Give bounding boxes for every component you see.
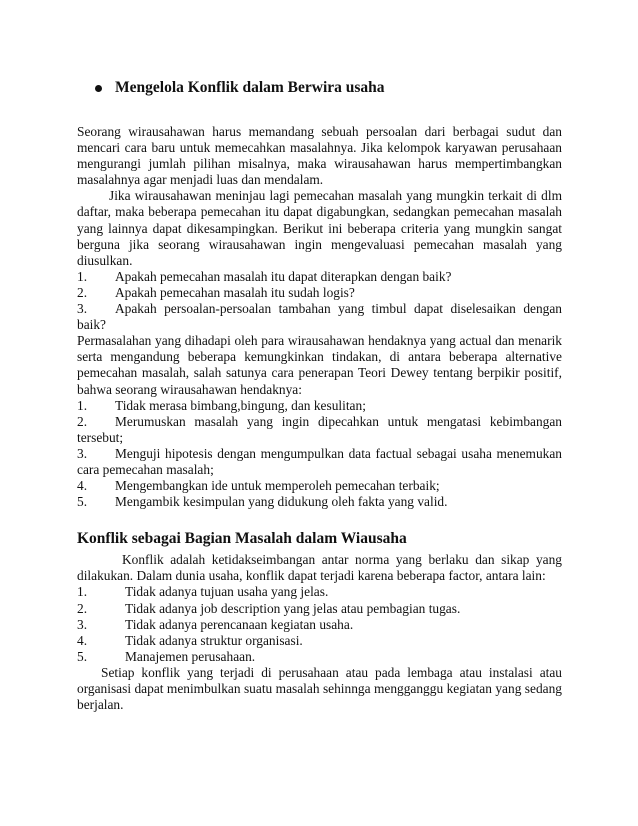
list3-number: 5. [77,648,88,664]
list2-item [77,398,562,414]
list3-item [77,601,562,617]
section1-paragraph-2: Jika wirausahawan meninjau lagi pemecahan masalah yang mungkin terkait di dlm daftar, maka beberapa pemecahan itu dapat digabungkan, sedangkan pemecahan masalah yang lainnya dapat dikesampingkan. Berikut ini beberapa criteria yang mungkin sangat berguna jika seorang wirausahawan ingin mengevaluasi pemecahan masalah yang diusulkan. [77,188,562,268]
list2-item [77,494,562,510]
section2-heading: Konflik sebagai Bagian Masalah dalam Wiausaha [77,530,407,548]
list3-item [77,584,562,600]
section1-paragraph-3: Permasalahan yang dihadapi oleh para wirausahawan hendaknya yang actual dan menarik serta mengandung beberapa kemungkinkan tindakan, di antara beberapa alternative pemecahan masalah, salah satunya cara penerapan Teori Dewey tentang berpikir positif, bahwa seorang wirausahawan hendaknya: [77,333,562,397]
section1-heading: Mengelola Konflik dalam Berwira usaha [115,79,385,96]
section2-paragraph-1: Konflik adalah ketidakseimbangan antar norma yang berlaku dan sikap yang dilakukan. Dalam dunia usaha, konflik dapat terjadi karena beberapa factor, antara lain: [77,552,562,584]
list2-text: Mengembangkan ide untuk memperoleh pemecahan terbaik; [115,478,440,494]
list1-item [77,285,562,301]
list3-text: Tidak adanya perencanaan kegiatan usaha. [125,616,354,632]
list1-item [77,301,562,333]
list2-text: Tidak merasa bimbang,bingung, dan kesulitan; [115,397,366,413]
list3-text: Manajemen perusahaan. [125,648,256,664]
list3-number: 3. [77,616,88,632]
list3-number: 1. [77,584,88,600]
bullet-icon [95,85,102,92]
list1-text: Apakah persoalan-persoalan tambahan yang timbul dapat diselesaikan dengan baik? [77,301,562,333]
list1-item [77,269,562,285]
document-page [77,78,562,713]
list3-number: 2. [77,600,88,616]
list2-number: 5. [77,494,88,510]
list2-text: Mengambik kesimpulan yang didukung oleh fakta yang valid. [115,494,448,510]
list3-item [77,617,562,633]
list2-item [77,446,562,478]
list2-item [77,414,562,446]
list2-number: 3. [77,445,88,461]
list2-text: Merumuskan masalah yang ingin dipecahkan untuk mengatasi kebimbangan tersebut; [77,413,562,445]
list3-text: Tidak adanya struktur organisasi. [125,632,303,648]
list1-number: 1. [77,268,88,284]
section2-paragraph-2: Setiap konflik yang terjadi di perusahaan atau pada lembaga atau instalasi atau organisasi dapat menimbulkan suatu masalah sehinnga mengganggu kegiatan yang sedang berjalan. [77,664,562,713]
list1-text: Apakah pemecahan masalah itu sudah logis? [115,284,355,300]
section1-paragraph-1: Seorang wirausahawan harus memandang sebuah persoalan dari berbagai sudut dan mencari cara baru untuk memecahkan masalahnya. Jika kelompok karyawan perusahaan mengurangi jumlah pilihan misalnya, maka wirausahawan harus mempertimbangkan masalahnya agar menjadi luas dan mendalam. [77,124,562,188]
list3-text: Tidak adanya tujuan usaha yang jelas. [125,584,329,600]
list3-item [77,633,562,649]
list1-text: Apakah pemecahan masalah itu dapat diterapkan dengan baik? [115,268,452,284]
list3-item [77,649,562,665]
list2-number: 4. [77,478,88,494]
list3-text: Tidak adanya job description yang jelas atau pembagian tugas. [125,600,461,616]
list2-item [77,478,562,494]
list2-number: 2. [77,413,88,429]
list3-number: 4. [77,632,88,648]
list1-number: 3. [77,301,88,317]
section-heading-bullet [95,78,562,98]
list1-number: 2. [77,284,88,300]
list2-number: 1. [77,397,88,413]
list2-text: Menguji hipotesis dengan mengumpulkan data factual sebagai usaha menemukan cara pemecahan masalah; [77,445,562,477]
